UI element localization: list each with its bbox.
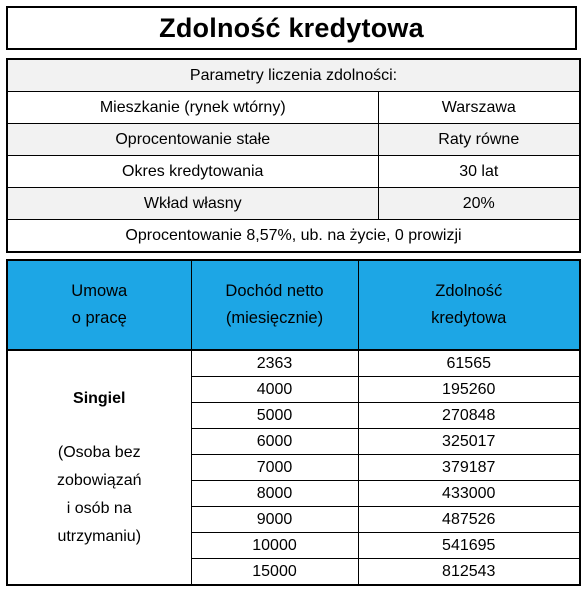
parameter-value: 20%: [378, 188, 580, 220]
capacity-cell: 541695: [358, 533, 580, 559]
group-title: Singiel: [73, 389, 126, 407]
capacity-cell: 487526: [358, 507, 580, 533]
results-header-row: [7, 260, 580, 350]
group-description-line: utrzymaniu): [57, 527, 142, 545]
group-description-line: zobowiązań: [57, 471, 142, 489]
income-cell: 4000: [191, 377, 358, 403]
parameter-row: [7, 124, 580, 156]
parameter-value: Raty równe: [378, 124, 580, 156]
parameter-value: Warszawa: [378, 92, 580, 124]
header-contract-type: Umowa o pracę: [7, 260, 191, 350]
table-row: [7, 350, 580, 377]
parameter-row: [7, 92, 580, 124]
income-cell: 6000: [191, 429, 358, 455]
income-cell: 9000: [191, 507, 358, 533]
capacity-cell: 433000: [358, 481, 580, 507]
income-cell: 2363: [191, 350, 358, 377]
income-cell: 5000: [191, 403, 358, 429]
parameters-header: Parametry liczenia zdolności:: [7, 59, 580, 92]
header-net-income: Dochód netto (miesięcznie): [191, 260, 358, 350]
page-title: Zdolność kredytowa: [159, 12, 424, 43]
capacity-cell: 812543: [358, 559, 580, 586]
income-cell: 7000: [191, 455, 358, 481]
group-description-line: i osób na: [66, 499, 132, 517]
parameters-header-row: [7, 59, 580, 92]
results-table: [6, 259, 581, 586]
capacity-cell: 195260: [358, 377, 580, 403]
group-description-line: (Osoba bez: [57, 443, 141, 461]
parameter-row: [7, 156, 580, 188]
parameter-row: [7, 188, 580, 220]
parameter-label: Mieszkanie (rynek wtórny): [7, 92, 378, 124]
income-cell: 10000: [191, 533, 358, 559]
title-box: [6, 6, 577, 50]
income-cell: 15000: [191, 559, 358, 586]
parameter-label: Oprocentowanie stałe: [7, 124, 378, 156]
capacity-cell: 379187: [358, 455, 580, 481]
group-cell: [7, 350, 191, 585]
parameters-footer: Oprocentowanie 8,57%, ub. na życie, 0 prowizji: [7, 220, 580, 253]
parameters-footer-row: [7, 220, 580, 253]
income-cell: 8000: [191, 481, 358, 507]
header-credit-capacity: Zdolność kredytowa: [358, 260, 580, 350]
parameters-table: [6, 58, 581, 253]
capacity-cell: 61565: [358, 350, 580, 377]
parameter-label: Wkład własny: [7, 188, 378, 220]
capacity-cell: 270848: [358, 403, 580, 429]
parameter-label: Okres kredytowania: [7, 156, 378, 188]
capacity-cell: 325017: [358, 429, 580, 455]
parameter-value: 30 lat: [378, 156, 580, 188]
